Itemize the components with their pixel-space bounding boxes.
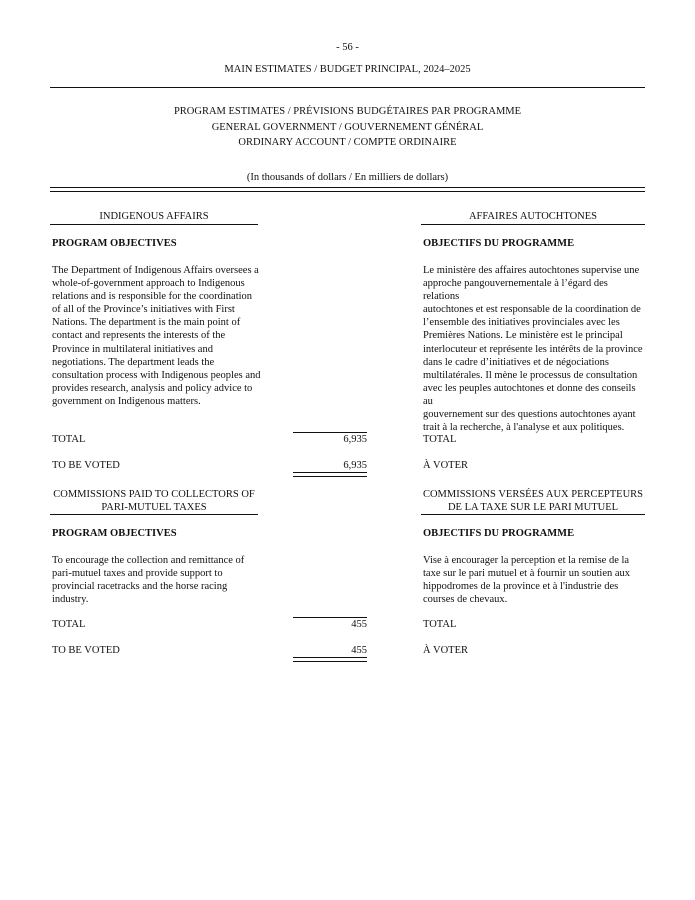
- section1-total-label-fr: TOTAL: [423, 434, 457, 445]
- section1-voted-label-fr: À VOTER: [423, 460, 469, 471]
- section2-description-fr: Vise à encourager la perception et la remise de la taxe sur le pari mutuel et à fournir un soutien aux hippodromes de la province et à l'industrie des courses de chevaux.: [423, 555, 631, 606]
- section2-objectives-en: PROGRAM OBJECTIVES: [52, 528, 177, 539]
- section2-voted-value: 455: [351, 645, 367, 656]
- section2-total-rule: [293, 617, 367, 618]
- section1-voted-value: 6,935: [343, 460, 367, 471]
- section2-heading-fr-rule: [421, 514, 645, 515]
- section1-heading-en: INDIGENOUS AFFAIRS: [99, 211, 209, 222]
- section1-heading-en-rule: [50, 224, 258, 225]
- section1-heading-fr: AFFAIRES AUTOCHTONES: [468, 211, 598, 222]
- program-estimates-line: PROGRAM ESTIMATES / PRÉVISIONS BUDGÉTAIRES PAR PROGRAMME: [173, 106, 522, 117]
- section2-total-value: 455: [351, 619, 367, 630]
- section2-objectives-fr: OBJECTIFS DU PROGRAMME: [423, 528, 575, 539]
- units-note: (In thousands of dollars / En milliers de dollars): [246, 172, 449, 183]
- section1-heading-fr-rule: [421, 224, 645, 225]
- general-government-line: GENERAL GOVERNMENT / GOUVERNEMENT GÉNÉRAL: [211, 122, 484, 133]
- section2-voted-label-en: TO BE VOTED: [52, 645, 120, 656]
- section1-total-value: 6,935: [343, 434, 367, 445]
- document-title: MAIN ESTIMATES / BUDGET PRINCIPAL, 2024–2025: [224, 64, 471, 75]
- section2-total-label-fr: TOTAL: [423, 619, 457, 630]
- section1-voted-label-en: TO BE VOTED: [52, 460, 120, 471]
- header-rule: [50, 87, 645, 88]
- section1-objectives-en: PROGRAM OBJECTIVES: [52, 238, 177, 249]
- section2-heading-en: COMMISSIONS PAID TO COLLECTORS OF PARI-MUTUEL TAXES: [53, 489, 255, 513]
- section1-total-label-en: TOTAL: [52, 434, 86, 445]
- section2-description-en: To encourage the collection and remittance of pari-mutuel taxes and provide support to provincial racetracks and the horse racing industry.: [52, 555, 245, 606]
- section1-description-en: The Department of Indigenous Affairs oversees a whole-of-government approach to Indigenous relations and is responsible for the coordination of all of the Province’s initiatives with First Nations. The department is the main point of contact and represents the interests of the Province in multilateral initiatives and negotiations. The department leads the consultation process with Indigenous peoples and provides research, analysis and policy advice to government on Indigenous matters.: [52, 265, 261, 407]
- section2-heading-fr: COMMISSIONS VERSÉES AUX PERCEPTEURS DE LA TAXE SUR LE PARI MUTUEL: [422, 489, 644, 513]
- section1-voted-double-rule: [293, 472, 367, 477]
- section1-total-rule: [293, 432, 367, 433]
- section2-heading-en-rule: [50, 514, 258, 515]
- section2-voted-double-rule: [293, 657, 367, 662]
- header-double-rule: [50, 187, 645, 192]
- page-number: - 56 -: [336, 42, 359, 53]
- section2-voted-label-fr: À VOTER: [423, 645, 469, 656]
- ordinary-account-line: ORDINARY ACCOUNT / COMPTE ORDINAIRE: [238, 137, 457, 148]
- section1-description-fr: Le ministère des affaires autochtones supervise une approche pangouvernementale à l’égard des relations autochtones et est responsable de la coordination de l’ensemble des initiatives provinciales avec les Premières Nations. Le ministère est le principal interlocuteur et représente les intérêts de la province dans le cadre d’initiatives et de négociations multilatérales. Il mène le processus de consultation avec les peuples autochtones et donne des conseils au gouvernement sur des questions autochtones ayant trait à la recherche, à l'analyse et aux politiques.: [423, 265, 643, 434]
- section1-objectives-fr: OBJECTIFS DU PROGRAMME: [423, 238, 575, 249]
- section2-total-label-en: TOTAL: [52, 619, 86, 630]
